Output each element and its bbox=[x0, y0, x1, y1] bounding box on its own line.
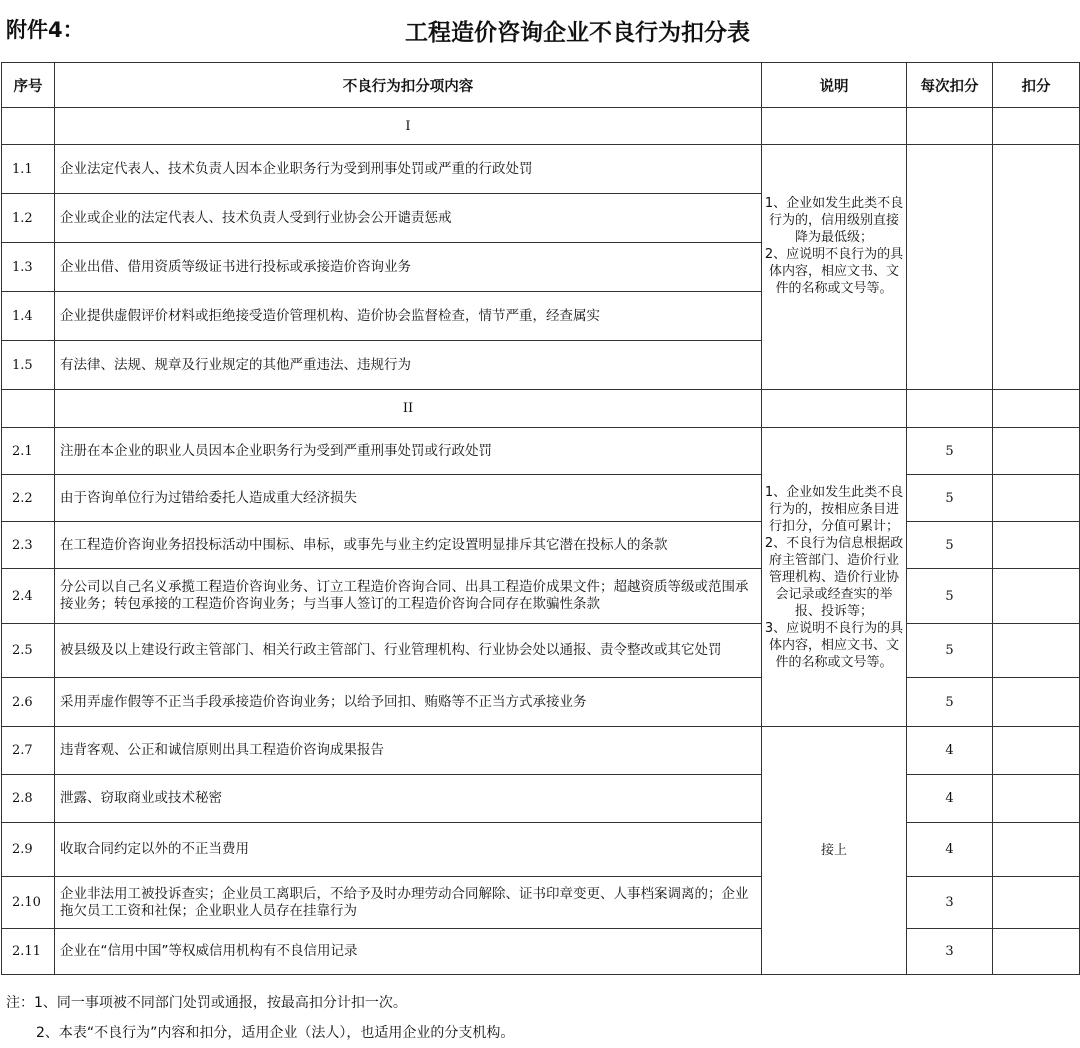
row-content: 企业非法用工被投诉查实；企业员工离职后，不给予及时办理劳动合同解除、证书印章变更、人事档案调离的；企业拖欠员工工资和社保；企业职业人员存在挂靠行为 bbox=[55, 877, 762, 929]
row-no: 2.4 bbox=[2, 569, 55, 624]
table-row bbox=[2, 678, 1080, 727]
section-label: I bbox=[55, 108, 762, 145]
section-row bbox=[2, 108, 1080, 145]
table-row bbox=[2, 775, 1080, 823]
row-no: 1.3 bbox=[2, 243, 55, 292]
footnote-1: 注：1、同一事项被不同部门处罚或通报，按最高扣分计扣一次。 bbox=[6, 995, 407, 1011]
section1-note: 1、企业如发生此类不良行为的，信用级别直接降为最低级； 2、应说明不良行为的具体内容，相应文书、文件的名称或文号等。 bbox=[762, 145, 907, 390]
footnotes bbox=[6, 988, 514, 1048]
row-points: 5 bbox=[907, 475, 993, 522]
row-no: 2.11 bbox=[2, 929, 55, 975]
row-points: 5 bbox=[907, 522, 993, 569]
deduction-cell bbox=[993, 929, 1080, 975]
section-row bbox=[2, 390, 1080, 428]
row-points: 4 bbox=[907, 823, 993, 877]
footnote-2: 2、本表“不良行为”内容和扣分，适用企业（法人），也适用企业的分支机构。 bbox=[36, 1025, 515, 1041]
deduction-cell bbox=[993, 428, 1080, 475]
row-no: 2.2 bbox=[2, 475, 55, 522]
deduction-table bbox=[1, 62, 1080, 975]
table-row bbox=[2, 929, 1080, 975]
row-content: 分公司以自己名义承揽工程造价咨询业务、订立工程造价咨询合同、出具工程造价成果文件；超越资质等级或范围承接业务；转包承接的工程造价咨询业务；与当事人签订的工程造价咨询合同存在欺骗性条款 bbox=[55, 569, 762, 624]
attachment-label: 附件4： bbox=[6, 18, 84, 42]
page-header bbox=[0, 0, 1080, 62]
deduction-cell bbox=[993, 569, 1080, 624]
row-content: 泄露、窃取商业或技术秘密 bbox=[55, 775, 762, 823]
row-no: 1.5 bbox=[2, 341, 55, 390]
row-no: 1.1 bbox=[2, 145, 55, 194]
row-content: 企业法定代表人、技术负责人因本企业职务行为受到刑事处罚或严重的行政处罚 bbox=[55, 145, 762, 194]
row-no: 2.7 bbox=[2, 727, 55, 775]
col-header-points-each: 每次扣分 bbox=[907, 63, 993, 108]
row-content: 采用弄虚作假等不正当手段承接造价咨询业务；以给予回扣、贿赂等不正当方式承接业务 bbox=[55, 678, 762, 727]
row-content: 企业出借、借用资质等级证书进行投标或承接造价咨询业务 bbox=[55, 243, 762, 292]
table-row bbox=[2, 569, 1080, 624]
table-row bbox=[2, 522, 1080, 569]
table-row bbox=[2, 475, 1080, 522]
row-points: 5 bbox=[907, 678, 993, 727]
deduction-cell bbox=[993, 475, 1080, 522]
row-content: 由于咨询单位行为过错给委托人造成重大经济损失 bbox=[55, 475, 762, 522]
row-points: 3 bbox=[907, 877, 993, 929]
section-label: II bbox=[55, 390, 762, 428]
table-row bbox=[2, 823, 1080, 877]
deduction-cell bbox=[993, 678, 1080, 727]
row-no: 1.2 bbox=[2, 194, 55, 243]
row-no: 2.3 bbox=[2, 522, 55, 569]
deduction-cell bbox=[993, 727, 1080, 775]
col-header-no: 序号 bbox=[2, 63, 55, 108]
table-row bbox=[2, 145, 1080, 194]
row-points: 3 bbox=[907, 929, 993, 975]
deduction-cell bbox=[993, 522, 1080, 569]
row-no: 2.5 bbox=[2, 624, 55, 678]
table-row bbox=[2, 877, 1080, 929]
row-points: 4 bbox=[907, 727, 993, 775]
deduction-cell bbox=[993, 877, 1080, 929]
deduction-cell bbox=[993, 624, 1080, 678]
row-no: 1.4 bbox=[2, 292, 55, 341]
row-no: 2.9 bbox=[2, 823, 55, 877]
row-content: 企业或企业的法定代表人、技术负责人受到行业协会公开谴责惩戒 bbox=[55, 194, 762, 243]
row-content: 在工程造价咨询业务招投标活动中围标、串标，或事先与业主约定设置明显排斥其它潜在投标人的条款 bbox=[55, 522, 762, 569]
row-points: 5 bbox=[907, 428, 993, 475]
table-row bbox=[2, 727, 1080, 775]
row-content: 注册在本企业的职业人员因本企业职务行为受到严重刑事处罚或行政处罚 bbox=[55, 428, 762, 475]
row-content: 被县级及以上建设行政主管部门、相关行政主管部门、行业管理机构、行业协会处以通报、责令整改或其它处罚 bbox=[55, 624, 762, 678]
col-header-content: 不良行为扣分项内容 bbox=[55, 63, 762, 108]
deduction-cell bbox=[993, 775, 1080, 823]
table-row bbox=[2, 624, 1080, 678]
row-points: 5 bbox=[907, 569, 993, 624]
page-title: 工程造价咨询企业不良行为扣分表 bbox=[405, 20, 750, 46]
row-content: 企业提供虚假评价材料或拒绝接受造价管理机构、造价协会监督检查，情节严重，经查属实 bbox=[55, 292, 762, 341]
table-row bbox=[2, 428, 1080, 475]
row-content: 企业在“信用中国”等权威信用机构有不良信用记录 bbox=[55, 929, 762, 975]
row-no: 2.1 bbox=[2, 428, 55, 475]
row-content: 收取合同约定以外的不正当费用 bbox=[55, 823, 762, 877]
row-points: 5 bbox=[907, 624, 993, 678]
row-content: 有法律、法规、规章及行业规定的其他严重违法、违规行为 bbox=[55, 341, 762, 390]
col-header-note: 说明 bbox=[762, 63, 907, 108]
row-points: 4 bbox=[907, 775, 993, 823]
section2-note-cont: 接上 bbox=[762, 727, 907, 975]
row-no: 2.8 bbox=[2, 775, 55, 823]
deduction-cell bbox=[993, 145, 1080, 390]
col-header-deduction: 扣分 bbox=[993, 63, 1080, 108]
row-content: 违背客观、公正和诚信原则出具工程造价咨询成果报告 bbox=[55, 727, 762, 775]
table-header-row bbox=[2, 63, 1080, 108]
row-no: 2.10 bbox=[2, 877, 55, 929]
deduction-cell bbox=[993, 823, 1080, 877]
section2-note: 1、企业如发生此类不良行为的，按相应条目进行扣分，分值可累计； 2、不良行为信息根据政府主管部门、造价行业管理机构、造价行业协会记录或经查实的举报、投诉等； 3、应说明不良行为的具体内容，相应文书、文件的名称或文号等。 bbox=[762, 428, 907, 727]
row-no: 2.6 bbox=[2, 678, 55, 727]
